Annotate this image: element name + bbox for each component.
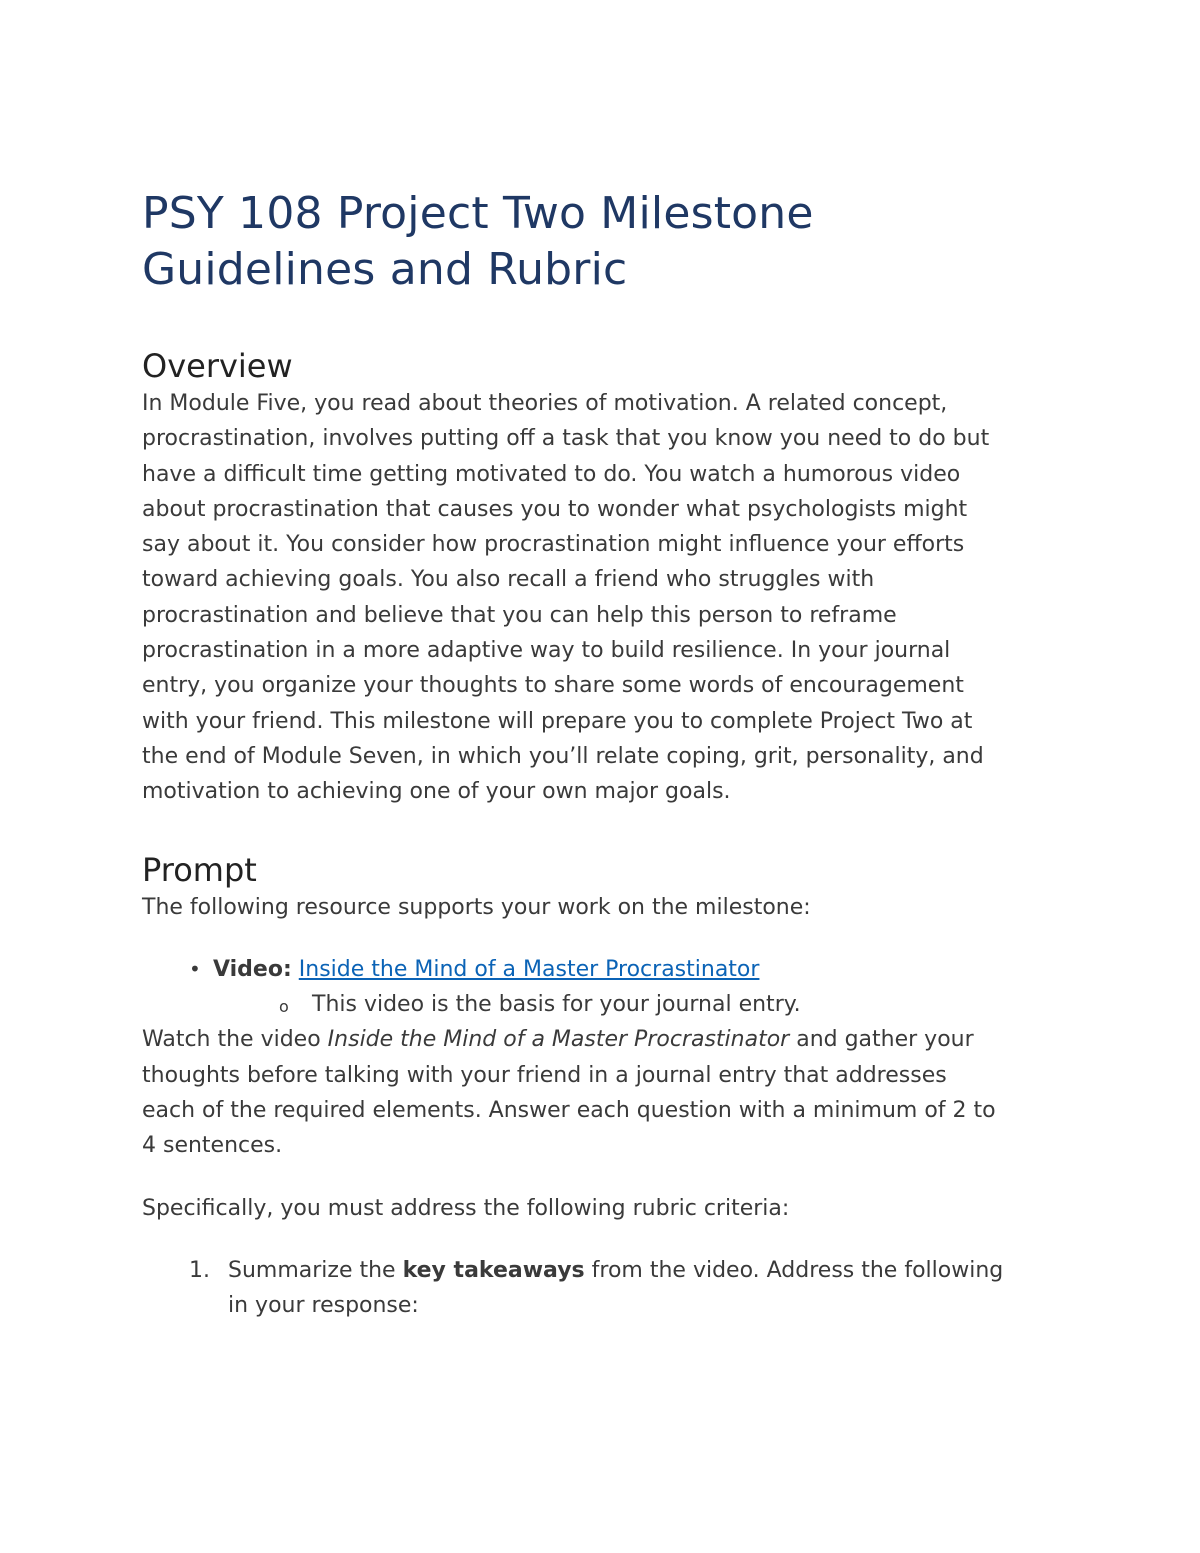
watch-line: each of the required elements. Answer each question with a minimum of 2 to (142, 1098, 996, 1124)
overview-line: about procrastination that causes you to wonder what psychologists might (142, 496, 968, 522)
overview-line: procrastination, involves putting off a task that you know you need to do but (142, 426, 990, 452)
overview-line: say about it. You consider how procrastination might influence your efforts (142, 532, 965, 558)
document-body (142, 186, 1067, 1324)
overview-line: have a difficult time getting motivated to do. You watch a humorous video (142, 461, 961, 487)
video-title-italic: Inside the Mind of a Master Procrastinator (327, 1027, 790, 1053)
watch-line (142, 1022, 1067, 1057)
title-line-1: PSY 108 Project Two Milestone (142, 188, 814, 239)
criteria-list (142, 1253, 1067, 1324)
watch-lead: Watch the video (142, 1027, 328, 1053)
overview-line: procrastination in a more adaptive way to build resilience. In your journal (142, 638, 951, 664)
overview-line: procrastination and believe that you can help this person to reframe (142, 602, 897, 628)
resource-subitem (142, 987, 1067, 1022)
criteria-line-2: in your response: (228, 1293, 419, 1319)
overview-line: In Module Five, you read about theories of motivation. A related concept, (142, 391, 948, 416)
resource-list (142, 952, 1067, 1023)
bullet-icon: • (189, 956, 201, 981)
criteria-number: 1. (189, 1257, 210, 1283)
resource-item (142, 952, 1067, 987)
sub-bullet-icon: o (279, 997, 289, 1017)
overview-line: motivation to achieving one of your own major goals. (142, 779, 731, 805)
video-link[interactable]: Inside the Mind of a Master Procrastinator (298, 956, 760, 982)
criteria-bold: key takeaways (402, 1257, 585, 1283)
watch-line: 4 sentences. (142, 1133, 283, 1159)
title-line-2: Guidelines and Rubric (142, 244, 628, 295)
prompt-heading: Prompt (142, 850, 257, 889)
watch-paragraph (142, 1022, 1067, 1163)
watch-rest: and gather your (789, 1027, 974, 1053)
watch-line: thoughts before talking with your friend in a journal entry that addresses (142, 1062, 947, 1088)
resource-label: Video: (213, 956, 292, 982)
prompt-intro: The following resource supports your work on the milestone: (142, 894, 811, 920)
criteria-before: Summarize the (228, 1257, 403, 1283)
document-title (142, 186, 1067, 298)
overview-line: with your friend. This milestone will prepare you to complete Project Two at (142, 708, 973, 734)
overview-line: toward achieving goals. You also recall a friend who struggles with (142, 567, 875, 593)
criteria-after: from the video. Address the following (584, 1257, 1004, 1283)
overview-paragraph (142, 386, 1067, 810)
criteria-item (142, 1253, 1067, 1324)
resource-subitem-text: This video is the basis for your journal entry. (312, 992, 801, 1018)
overview-line: entry, you organize your thoughts to share some words of encouragement (142, 673, 964, 699)
criteria-line (228, 1253, 1067, 1288)
overview-heading: Overview (142, 347, 293, 385)
criteria-intro: Specifically, you must address the following rubric criteria: (142, 1195, 790, 1221)
overview-line: the end of Module Seven, in which you’ll relate coping, grit, personality, and (142, 743, 984, 769)
